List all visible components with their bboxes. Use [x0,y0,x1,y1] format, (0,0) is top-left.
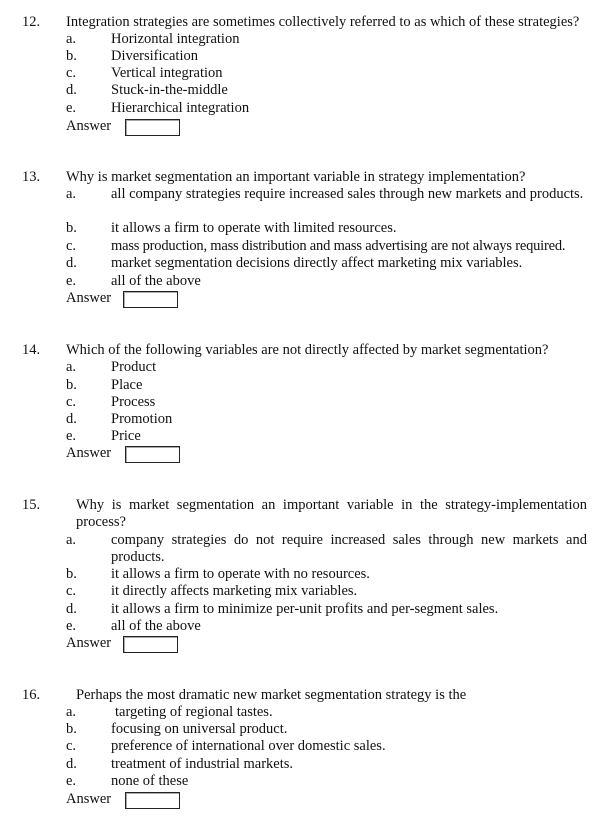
question-text: Why is market segmentation an important variable in the strategy-implementation process? [76,497,587,530]
option-text: none of these [111,773,189,789]
answer-input-15[interactable] [123,636,178,653]
option-letter: e. [66,773,77,789]
option-letter: d. [66,601,77,617]
option-text: Place [111,377,143,393]
option-text: targeting of regional tastes. [115,704,273,720]
answer-label: Answer [66,290,112,306]
option-text: it allows a firm to operate with limited resources. [111,220,397,236]
option-text: all company strategies require increased sales through new markets and products. [111,186,584,202]
option-letter: d. [66,82,77,98]
option-letter: e. [66,618,77,634]
option-text: preference of international over domestic sales. [111,738,386,754]
option-letter: b. [66,721,77,737]
question-number: 13. [22,169,41,185]
option-letter: a. [66,186,77,202]
option-letter: e. [66,100,77,116]
option-letter: b. [66,377,77,393]
option-text: Process [111,394,156,410]
answer-label: Answer [66,791,112,807]
option-letter: a. [66,359,77,375]
option-text: Stuck-in-the-middle [111,82,228,98]
option-text: mass production, mass distribution and mass advertising are not always required. [111,238,566,254]
option-text: Product [111,359,157,375]
answer-label: Answer [66,445,112,461]
answer-row-12 [66,118,111,135]
question-text: Which of the following variables are not directly affected by market segmentation? [66,342,549,358]
option-text: it directly affects marketing mix variables. [111,583,358,599]
option-letter: d. [66,756,77,772]
option-text: market segmentation decisions directly affect marketing mix variables. [111,255,523,271]
answer-label: Answer [66,635,112,651]
answer-input-12[interactable] [125,119,180,136]
question-number: 12. [22,14,41,30]
option-text: it allows a firm to operate with no resources. [111,566,370,582]
question-number: 14. [22,342,41,358]
answer-row-13 [66,290,111,307]
option-letter: c. [66,65,77,81]
question-text: Perhaps the most dramatic new market segmentation strategy is the [76,687,467,703]
option-letter: d. [66,255,77,271]
answer-input-16[interactable] [125,792,180,809]
option-text: treatment of industrial markets. [111,756,294,772]
option-text: Vertical integration [111,65,223,81]
answer-label: Answer [66,118,112,134]
option-letter: b. [66,220,77,236]
option-letter: e. [66,273,77,289]
option-letter: a. [66,704,77,720]
question-number: 15. [22,497,41,513]
option-text: Price [111,428,141,444]
answer-input-14[interactable] [125,446,180,463]
option-text: Horizontal integration [111,31,240,47]
question-text: Why is market segmentation an important variable in strategy implementation? [66,169,526,185]
question-number: 16. [22,687,41,703]
option-text: focusing on universal product. [111,721,288,737]
option-text: Diversification [111,48,198,64]
question-text: Integration strategies are sometimes collectively referred to as which of these strategies? [66,14,580,30]
option-letter: c. [66,394,77,410]
option-letter: e. [66,428,77,444]
answer-row-16 [66,791,111,808]
option-letter: a. [66,31,77,47]
option-text: company strategies do not require increased sales through new markets and products. [111,532,587,565]
option-text: all of the above [111,273,201,289]
answer-input-13[interactable] [123,291,178,308]
option-letter: d. [66,411,77,427]
option-letter: a. [66,532,77,548]
answer-row-15 [66,635,111,652]
option-letter: c. [66,238,77,254]
option-text: all of the above [111,618,201,634]
option-text: Promotion [111,411,173,427]
option-text: it allows a firm to minimize per-unit profits and per-segment sales. [111,601,499,617]
option-text: Hierarchical integration [111,100,250,116]
answer-row-14 [66,445,111,462]
option-letter: c. [66,583,77,599]
option-letter: b. [66,566,77,582]
option-letter: b. [66,48,77,64]
option-letter: c. [66,738,77,754]
